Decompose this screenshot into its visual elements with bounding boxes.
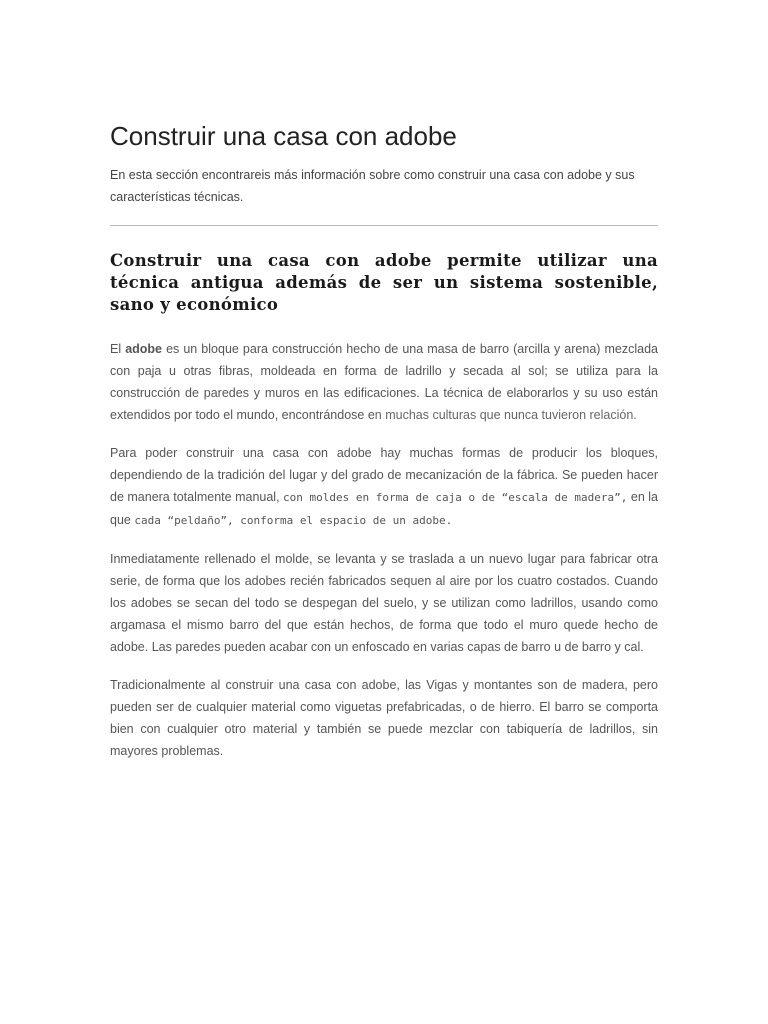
intro-text: En esta sección encontrareis más información sobre como construir una casa con adobe y sus características técnicas. (110, 168, 635, 204)
paragraph-adobe-definition (110, 338, 658, 426)
paragraph-text: es un bloque para construcción hecho de una masa de barro (arcilla y arena) mezclada con paja u otras fibras, moldeada en forma de ladrillo y secada al sol; se utiliza para la construcción de paredes y muros en las edificaciones. La técnica de elaborarlos y su uso están extendidos por todo el mundo, encontrándose e (110, 342, 658, 422)
paragraph-text: El (110, 342, 126, 356)
paragraph-production (110, 442, 658, 532)
paragraph-text: Para poder construir una casa con adobe hay muchas formas de producir los bloques, dependiendo de la tradición del lugar y del grado de mecanización de la fábrica. Se pueden hacer de manera totalmente manual, (110, 446, 658, 504)
paragraph-text: n muchas culturas que nunca tuvieron relación. (374, 408, 637, 422)
paragraph-drying: Inmediatamente rellenado el molde, se levanta y se traslada a un nuevo lugar para fabricar otra serie, de forma que los adobes recién fabricados sequen al aire por los cuatro costados. Cuando los adobes se secan del todo se despegan del suelo, y se utilizan como ladrillos, usando como argamasa el mismo barro del que están hechos, de forma que todo el muro quede hecho de adobe. Las paredes pueden acabar con un enfoscado en varias capas de barro u de barro y cal. (110, 552, 658, 654)
section-heading: Construir una casa con adobe permite utilizar una técnica antigua además de ser un sistema sostenible, sano y económico (110, 251, 658, 314)
adobe-term: adobe (125, 342, 162, 356)
page-title: Construir una casa con adobe (110, 121, 457, 151)
paragraph-text: con moldes en forma de caja o de “escala de madera”, (283, 491, 628, 504)
paragraph-materials: Tradicionalmente al construir una casa con adobe, las Vigas y montantes son de madera, pero pueden ser de cualquier material como viguetas prefabricadas, o de hierro. El barro se comporta bien con cualquier otro material y también se puede mezclar con tabiquería de ladrillos, sin mayores problemas. (110, 678, 658, 758)
article (110, 118, 658, 762)
paragraph-text: en la que (110, 490, 658, 527)
divider (110, 225, 658, 226)
paragraph-text: cada “peldaño”, conforma el espacio de un adobe. (134, 514, 453, 527)
